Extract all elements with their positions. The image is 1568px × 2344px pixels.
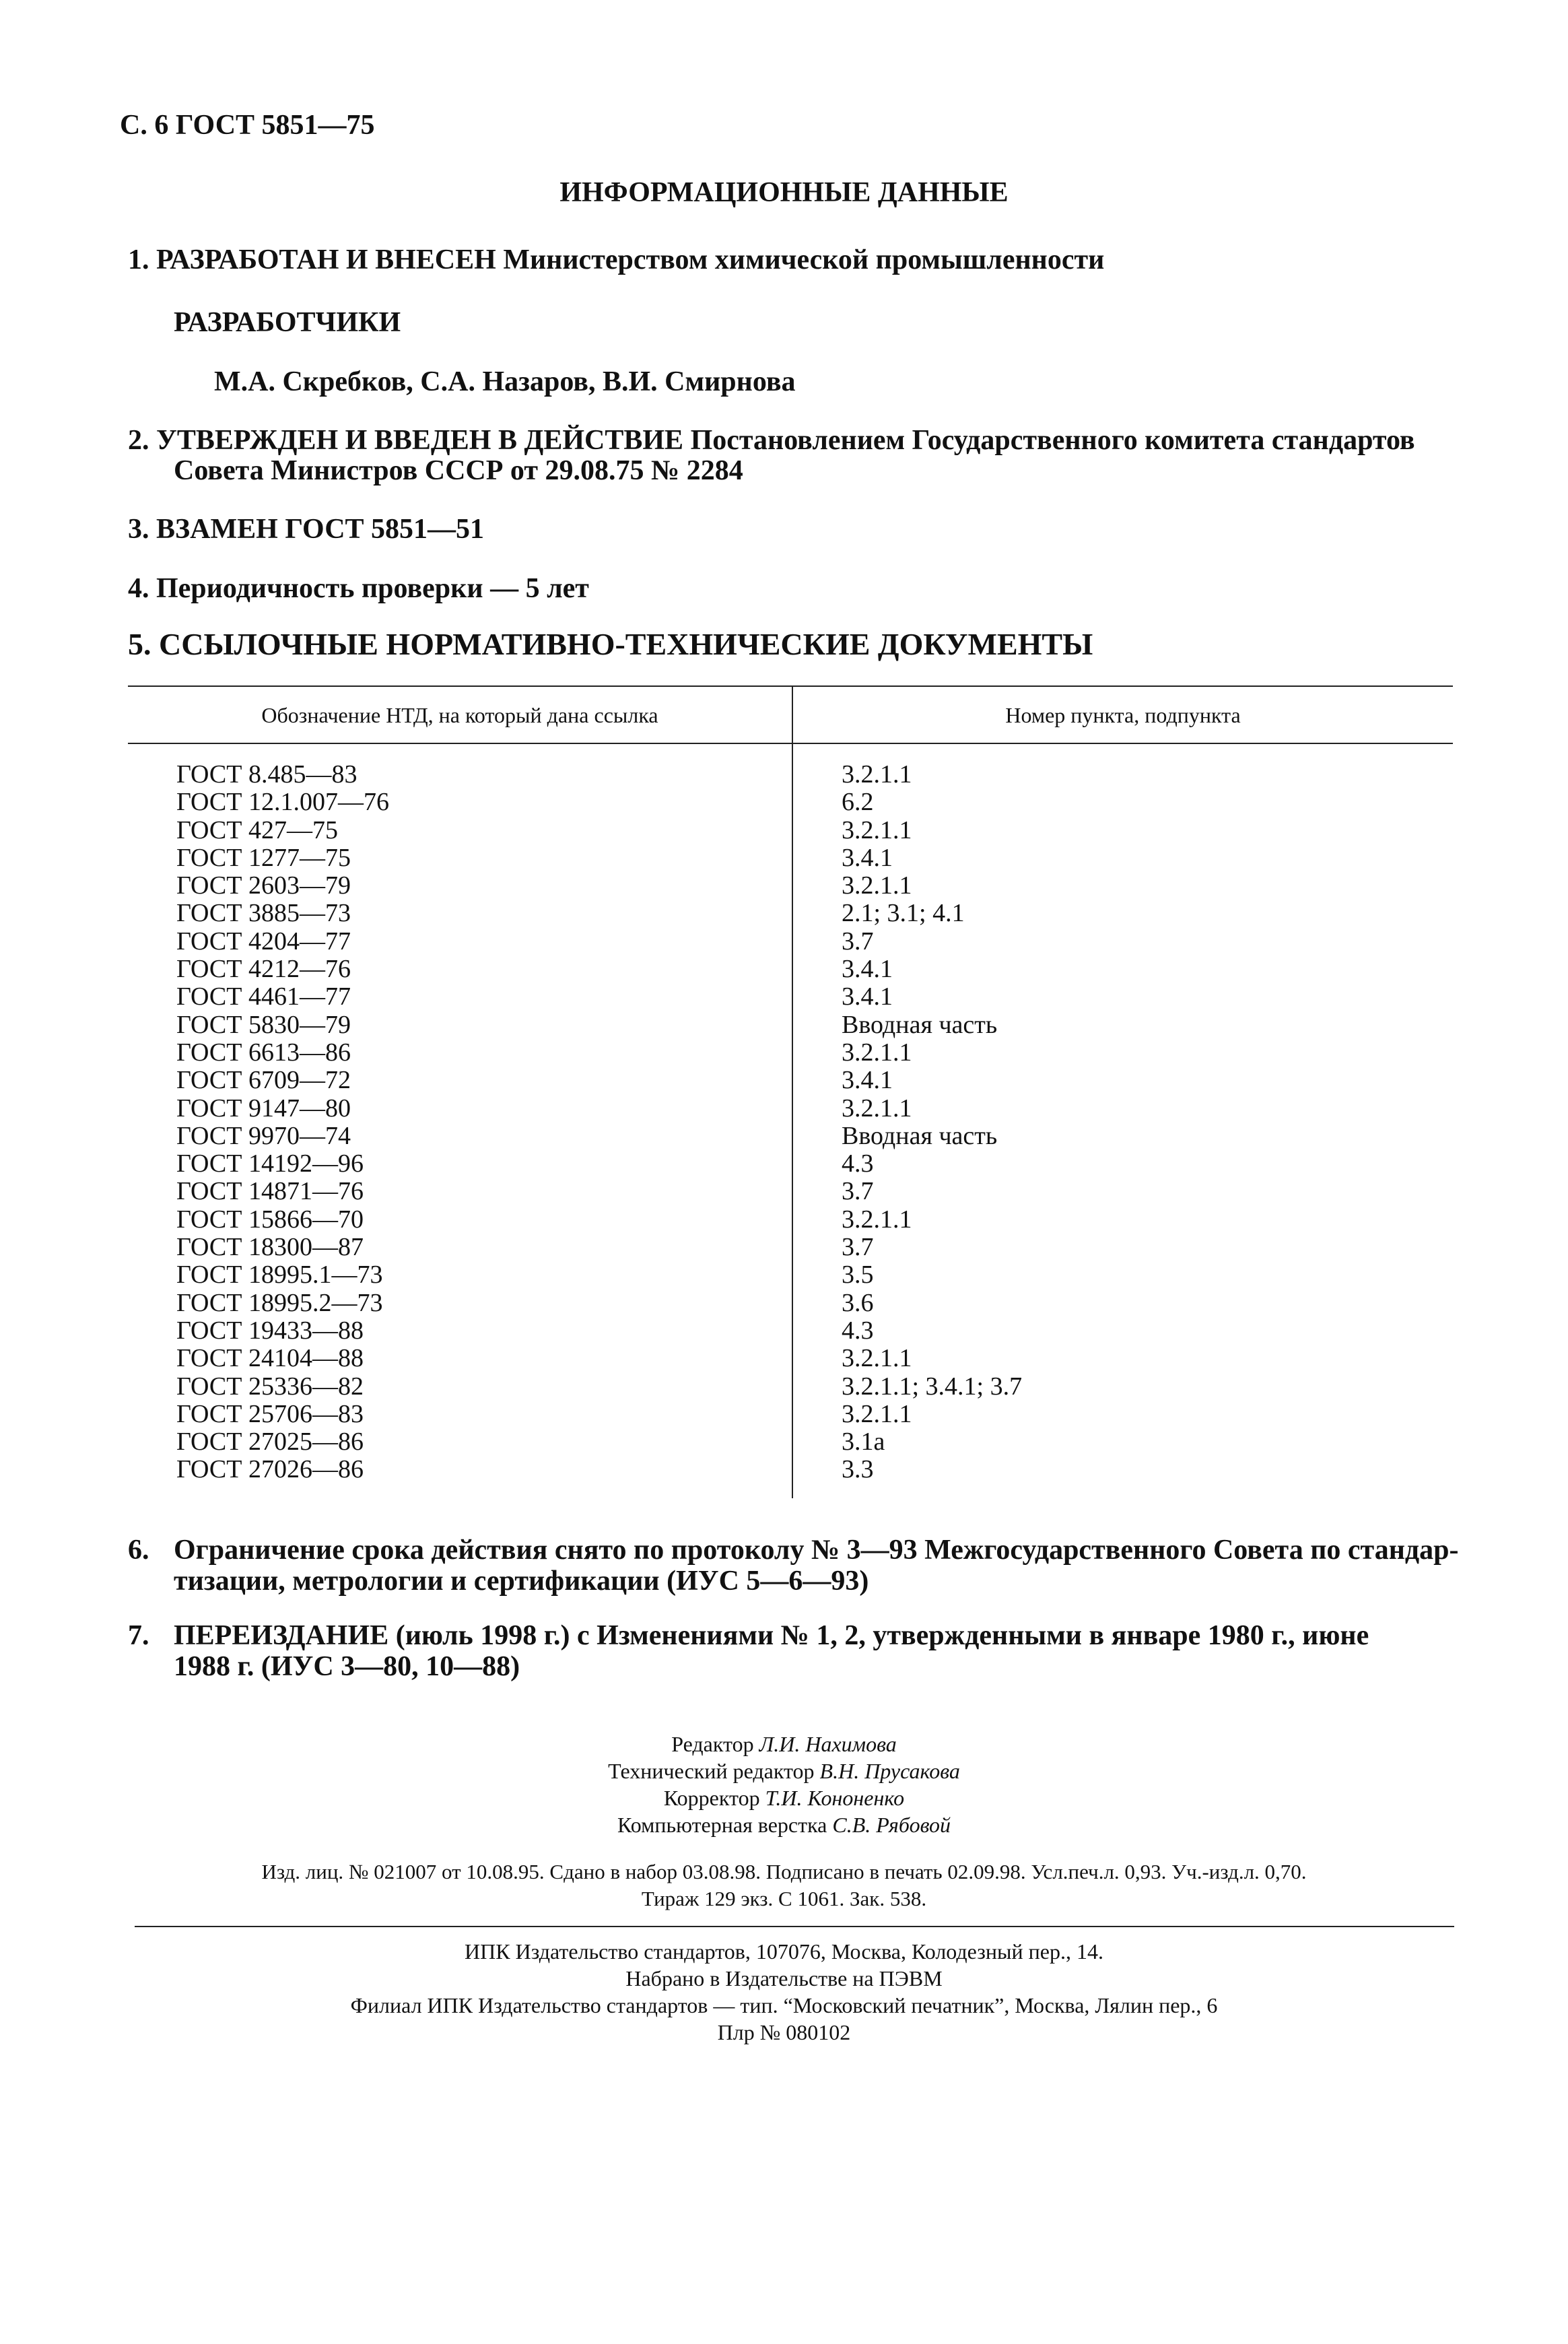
table-cell-clause: 2.1; 3.1; 4.1 [842, 899, 965, 928]
credit-technical-editor: Технический редактор В.Н. Прусакова [608, 1759, 960, 1783]
table-cell-clause: 3.6 [842, 1288, 874, 1317]
table-cell-clause: 6.2 [842, 788, 874, 817]
item-3 [128, 513, 484, 545]
imprint-block [0, 1859, 1568, 1912]
publisher-line-3: Филиал ИПК Издательство стандартов — тип. “Московский печатник”, Москва, Лялин пер., 6 [350, 1993, 1218, 2017]
credit-layout: Компьютерная верстка С.В. Рябовой [617, 1813, 951, 1837]
item-6-line-1: Ограничение срока действия снято по протоколу № 3—93 Межгосударственного Совета по стандар- [174, 1535, 1459, 1566]
publisher-line-2: Набрано в Издательстве на ПЭВМ [625, 1966, 943, 1990]
table-cell-designation: ГОСТ 27026—86 [176, 1455, 364, 1484]
table-cell-clause: 3.2.1.1 [842, 1399, 912, 1428]
item-3-text: ВЗАМЕН ГОСТ 5851—51 [156, 514, 485, 545]
table-cell-clause: 3.7 [842, 927, 874, 956]
item-2-lead: УТВЕРЖДЕН И ВВЕДЕН В ДЕЙСТВИЕ [156, 425, 684, 456]
item-7-number: 7. [128, 1620, 149, 1651]
table-cell-designation: ГОСТ 24104—88 [176, 1344, 364, 1373]
table-cell-clause: Вводная часть [842, 1121, 998, 1150]
table-cell-clause: 3.2.1.1 [842, 871, 912, 900]
table-cell-designation: ГОСТ 4204—77 [176, 927, 351, 956]
item-5-text: ССЫЛОЧНЫЕ НОРМАТИВНО-ТЕХНИЧЕСКИЕ ДОКУМЕНТЫ [159, 627, 1093, 661]
item-4-text: Периодичность проверки — 5 лет [156, 573, 589, 604]
table-cell-designation: ГОСТ 19433—88 [176, 1316, 364, 1345]
item-7-line-2: 1988 г. (ИУС 3—80, 10—88) [174, 1651, 520, 1682]
table-header-rule [128, 743, 1453, 744]
item-6-line-2: тизации, метрологии и сертификации (ИУС 5—6—93) [174, 1566, 869, 1597]
item-1-number: 1. [128, 244, 149, 275]
item-1-lead: РАЗРАБОТАН И ВНЕСЕН [156, 244, 496, 275]
item-4-number: 4. [128, 573, 149, 604]
table-cell-designation: ГОСТ 15866—70 [176, 1205, 364, 1234]
item-3-number: 3. [128, 514, 149, 545]
item-5-number: 5. [128, 627, 151, 661]
page-header: С. 6 ГОСТ 5851—75 [120, 110, 375, 141]
table-designation-column [176, 761, 389, 1484]
item-2-line-2: Совета Министров СССР от 29.08.75 № 2284 [174, 455, 743, 486]
table-cell-clause: 3.1а [842, 1428, 885, 1456]
table-cell-designation: ГОСТ 5830—79 [176, 1010, 351, 1039]
table-cell-designation: ГОСТ 12.1.007—76 [176, 788, 389, 817]
imprint-rule [135, 1926, 1454, 1927]
table-column-divider [792, 685, 793, 1498]
table-header-designation: Обозначение НТД, на который дана ссылка [261, 703, 658, 727]
imprint-line-2: Тираж 129 экз. С 1061. Зак. 538. [641, 1887, 927, 1910]
table-cell-clause: 3.3 [842, 1455, 874, 1484]
publisher-line-1: ИПК Издательство стандартов, 107076, Москва, Колодезный пер., 14. [465, 1939, 1103, 1964]
table-cell-designation: ГОСТ 18995.1—73 [176, 1261, 383, 1290]
table-cell-clause: 3.4.1 [842, 843, 893, 872]
developers-list: М.А. Скребков, С.А. Назаров, В.И. Смирнова [214, 366, 796, 397]
credit-editor: Редактор Л.И. Нахимова [671, 1732, 897, 1756]
credits-block [0, 1731, 1568, 1838]
table-cell-designation: ГОСТ 9970—74 [176, 1121, 351, 1150]
table-cell-clause: 3.2.1.1 [842, 815, 912, 844]
table-cell-clause: Вводная часть [842, 1010, 998, 1039]
table-cell-designation: ГОСТ 2603—79 [176, 871, 351, 900]
table-cell-clause: 3.4.1 [842, 982, 893, 1011]
table-cell-clause: 3.5 [842, 1261, 874, 1290]
table-cell-designation: ГОСТ 18995.2—73 [176, 1288, 383, 1317]
table-cell-clause: 4.3 [842, 1316, 874, 1345]
item-2 [128, 424, 1415, 457]
publisher-line-4: Плр № 080102 [717, 2020, 851, 2044]
table-cell-clause: 3.2.1.1 [842, 1038, 912, 1067]
table-cell-designation: ГОСТ 25706—83 [176, 1399, 364, 1428]
item-6-number: 6. [128, 1535, 149, 1566]
table-cell-designation: ГОСТ 8.485—83 [176, 760, 357, 789]
table-clause-column [842, 761, 1022, 1484]
publisher-block [0, 1938, 1568, 2046]
table-cell-clause: 3.2.1.1; 3.4.1; 3.7 [842, 1372, 1023, 1401]
table-cell-designation: ГОСТ 6709—72 [176, 1066, 351, 1095]
credit-proofreader: Корректор Т.И. Кононенко [663, 1786, 905, 1810]
table-cell-clause: 3.7 [842, 1177, 874, 1206]
table-cell-designation: ГОСТ 3885—73 [176, 899, 351, 928]
section-title: ИНФОРМАЦИОННЫЕ ДАННЫЕ [559, 177, 1009, 208]
table-header-clause: Номер пункта, подпункта [1005, 703, 1241, 727]
table-cell-designation: ГОСТ 1277—75 [176, 843, 351, 872]
table-cell-designation: ГОСТ 25336—82 [176, 1372, 364, 1401]
item-2-text: Постановлением Государственного комитета стандартов [690, 425, 1415, 456]
item-4 [128, 572, 589, 605]
table-cell-clause: 3.4.1 [842, 955, 893, 984]
table-cell-designation: ГОСТ 9147—80 [176, 1094, 351, 1123]
table-cell-designation: ГОСТ 4461—77 [176, 982, 351, 1011]
item-1-text: Министерством химической промышленности [503, 244, 1105, 275]
table-cell-designation: ГОСТ 427—75 [176, 815, 338, 844]
table-cell-designation: ГОСТ 18300—87 [176, 1233, 364, 1262]
table-cell-designation: ГОСТ 4212—76 [176, 955, 351, 984]
table-cell-clause: 3.2.1.1 [842, 1205, 912, 1234]
item-5 [128, 626, 1093, 662]
table-cell-clause: 3.2.1.1 [842, 760, 912, 789]
table-cell-designation: ГОСТ 27025—86 [176, 1428, 364, 1456]
item-2-number: 2. [128, 425, 149, 456]
table-cell-clause: 3.4.1 [842, 1066, 893, 1095]
table-top-rule [128, 685, 1453, 687]
table-cell-clause: 3.7 [842, 1233, 874, 1262]
table-cell-designation: ГОСТ 14192—96 [176, 1149, 364, 1178]
table-cell-designation: ГОСТ 14871—76 [176, 1177, 364, 1206]
table-cell-clause: 3.2.1.1 [842, 1344, 912, 1373]
table-cell-clause: 3.2.1.1 [842, 1094, 912, 1123]
table-cell-clause: 4.3 [842, 1149, 874, 1178]
table-cell-designation: ГОСТ 6613—86 [176, 1038, 351, 1067]
item-1 [128, 244, 1104, 276]
item-7-line-1: ПЕРЕИЗДАНИЕ (июль 1998 г.) с Изменениями № 1, 2, утвержденными в январе 1980 г., июне [174, 1620, 1369, 1651]
developers-heading: РАЗРАБОТЧИКИ [174, 307, 401, 338]
imprint-line-1: Изд. лиц. № 021007 от 10.08.95. Сдано в набор 03.08.98. Подписано в печать 02.09.98. Усл.печ.л. 0,93. Уч.-изд.л. 0,70. [261, 1860, 1307, 1883]
